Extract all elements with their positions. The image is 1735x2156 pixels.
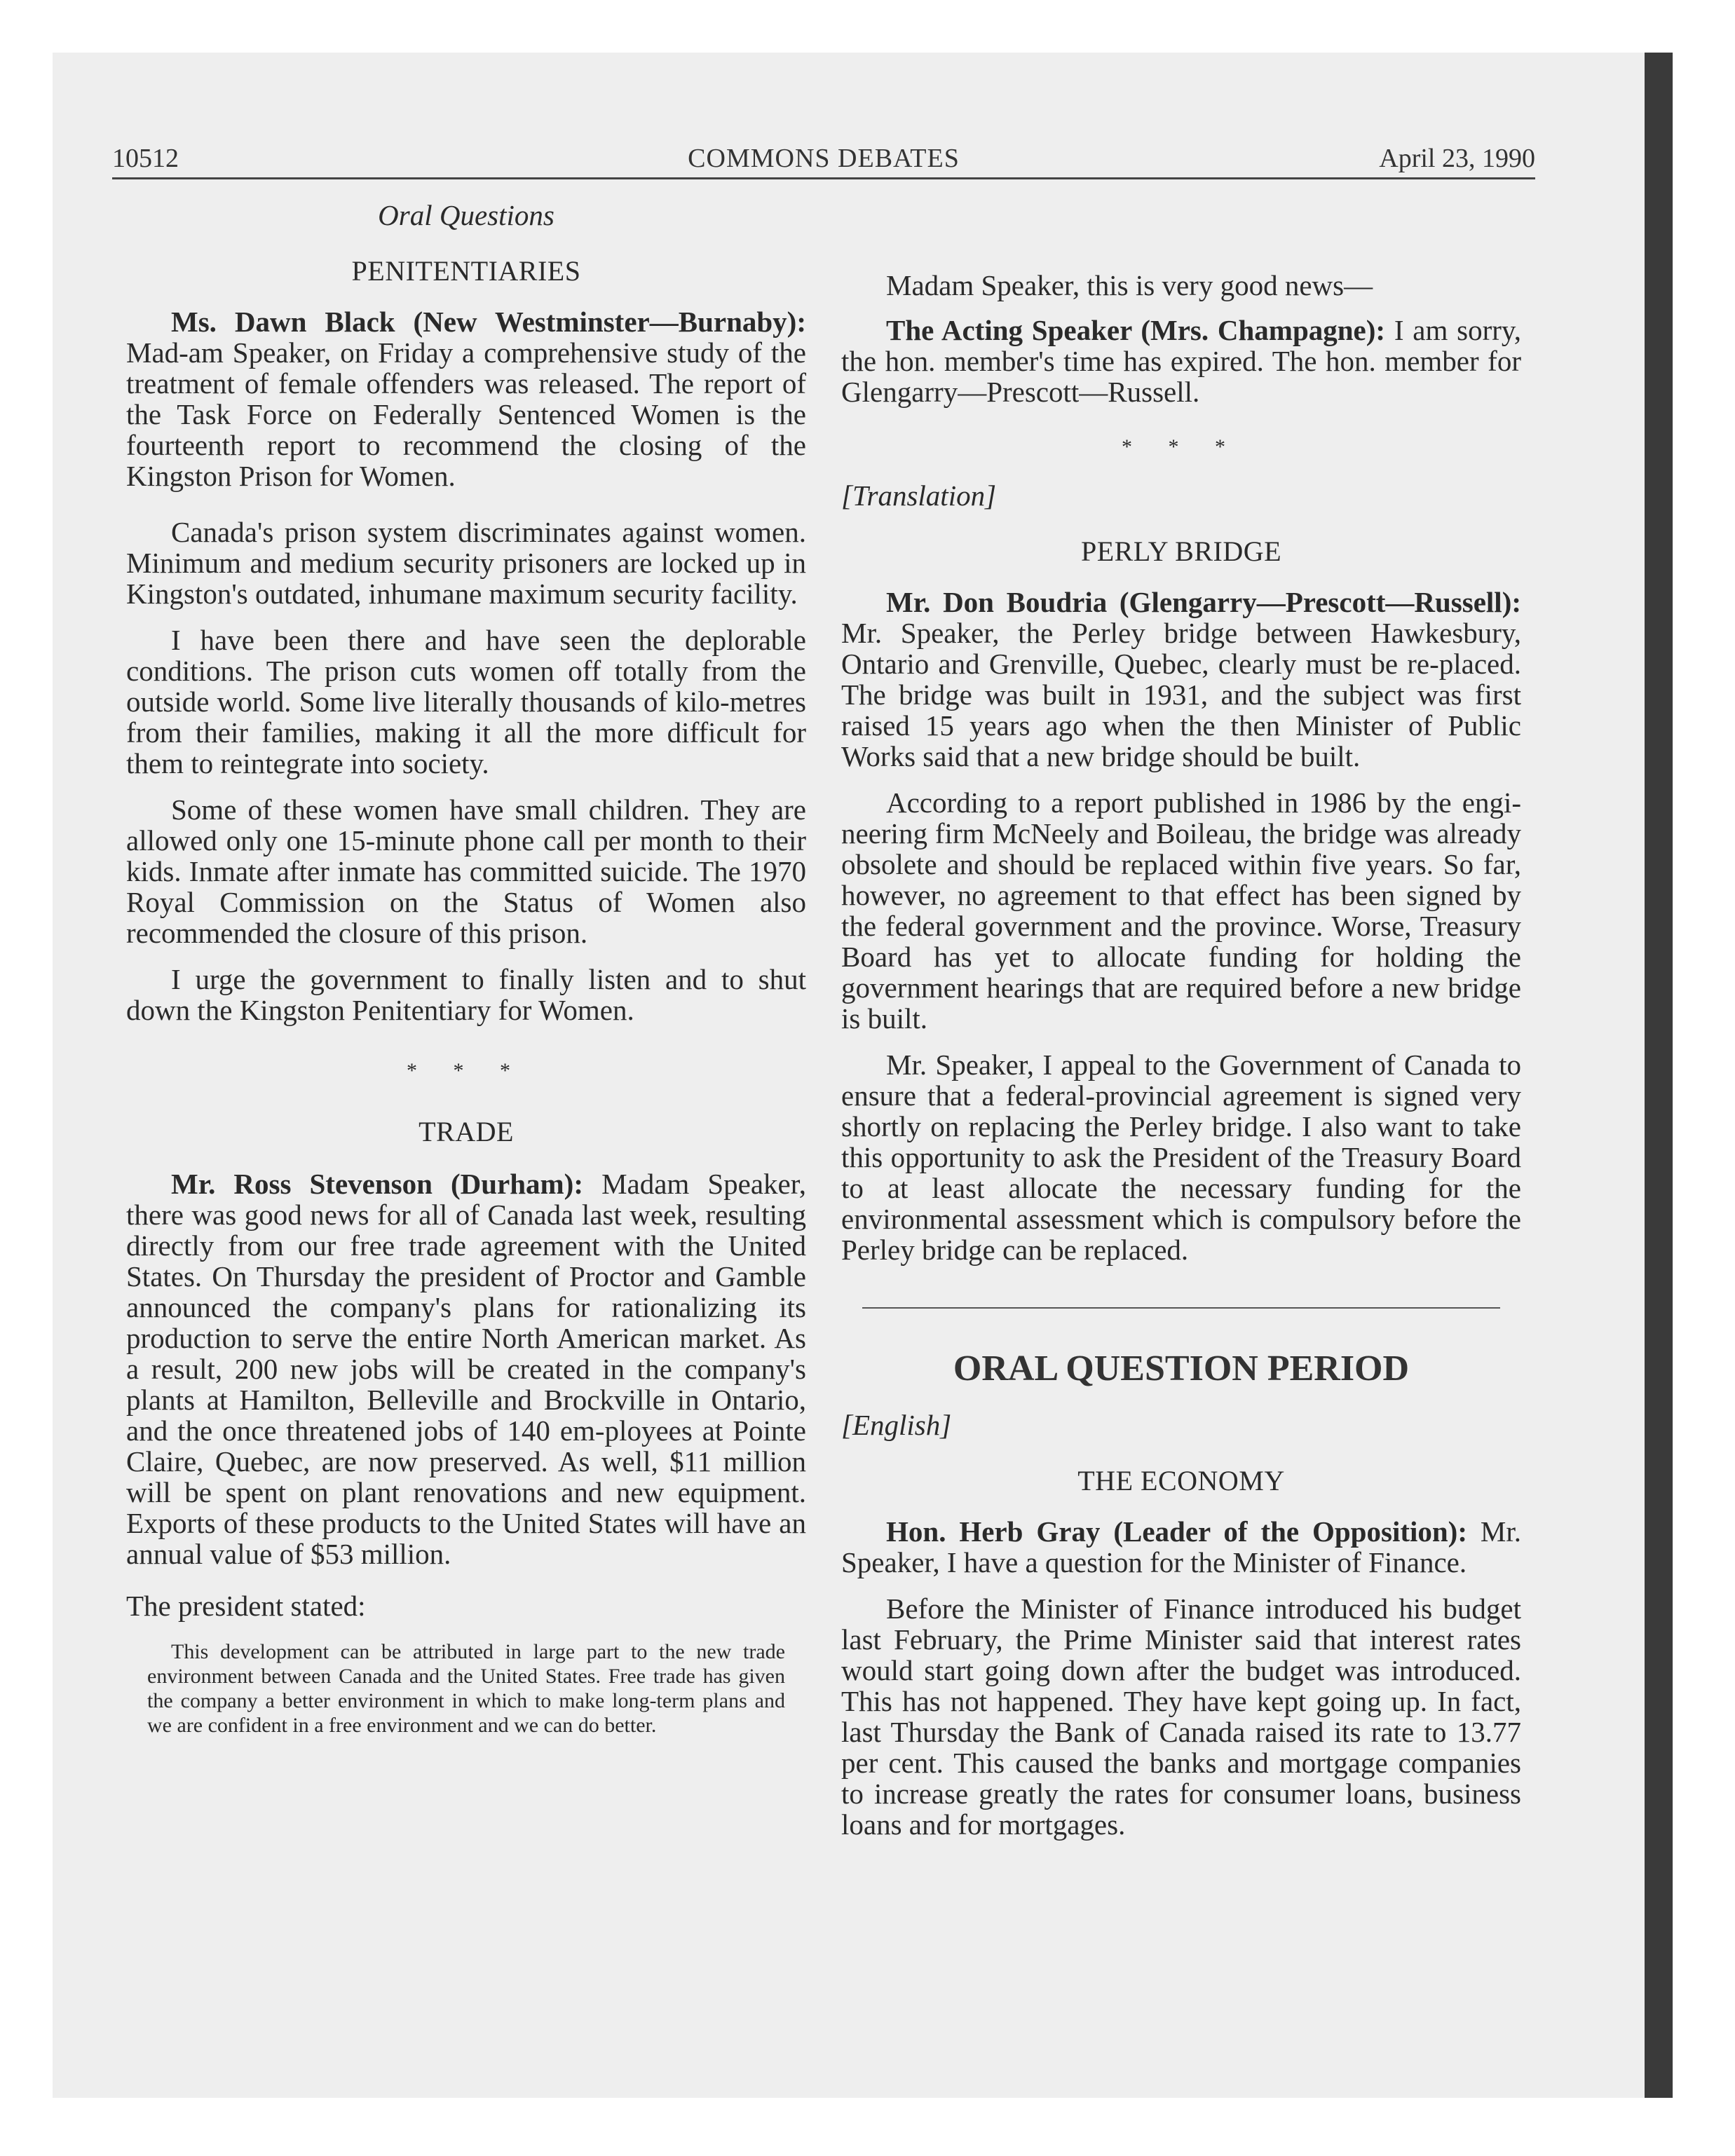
speaker-name: Hon. Herb Gray (Leader of the Opposition): — [886, 1515, 1467, 1548]
paragraph: I urge the government to finally listen and to shut down the Kingston Penitentiary for Women. — [126, 963, 806, 1026]
speech-text: Mad-am Speaker, on Friday a comprehensive study of the treatment of female offenders was released. The report of the Task Force on Federally Sentenced Women is the fourteenth report to recommend the closing of the Kingston Prison for Women. — [126, 336, 806, 492]
paragraph: Before the Minister of Finance introduced his budget last February, the Prime Minister said that interest rates would start going down after the budget was introduced. This has not happened. They have kept going up. In fact, last Thursday the Bank of Canada raised its rate to 13.77 per cent. This caused the banks and mortgage companies to increase greatly the rates for consumer loans, business loans and for mortgages. — [841, 1592, 1521, 1841]
paragraph — [126, 1590, 806, 1621]
speaker-name: Ms. Dawn Black (New Westminster—Burnaby): — [171, 306, 806, 338]
publication-date: April 23, 1990 — [1379, 144, 1535, 173]
speech-text: Mr. Speaker, the Perley bridge between Hawkesbury, Ontario and Grenville, Quebec, clearly must be re-placed. The bridge was built in 1931, and the subject was first raised 15 years ago when the then Minister of Public Works said that a new bridge should be built. — [841, 617, 1521, 772]
page-number: 10512 — [112, 144, 179, 173]
language-marker: [English] — [841, 1409, 952, 1441]
quote-intro: The president stated: — [126, 1590, 366, 1622]
paragraph: Madam Speaker, this is very good news— — [886, 269, 1373, 301]
right-column — [841, 200, 1521, 1840]
speech-dawn-black — [126, 306, 806, 491]
paragraph: Mr. Speaker, I appeal to the Government of Canada to ensure that a federal-provincial agreement is signed very shortly on replacing the Perley bridge. I also want to take this opportunity to ask the President of the Treasury Board to at least allocate the necessary funding for the environmental assessment which is compulsory before the Perley bridge can be replaced. — [841, 1049, 1521, 1266]
paragraph: According to a report published in 1986 by the engi-neering firm McNeely and Boileau, the bridge was already obsolete and should be replaced within five years. So far, however, no agreement to that effect has been signed by the federal government and the province. Worse, Treasury Board has yet to allocate funding for holding the government hearings that are required before a new bridge is built. — [841, 786, 1521, 1035]
paragraph: Canada's prison system discriminates against women. Minimum and medium security prisoners are locked up in Kingston's outdated, inhumane maximum security facility. — [126, 516, 806, 610]
speech-text: Madam Speaker, there was good news for all of Canada last week, resulting directly from our free trade agreement with the United States. On Thursday the president of Proctor and Gamble announced the company's plans for rationalizing its production to serve the entire North American market. As a result, 200 new jobs will be created in the company's plants at Hamilton, Belleville and Brockville in Ontario, and the once threatened jobs of 140 em-ployees at Pointe Claire, Quebec, are now preserved. As well, $11 million will be spent on plant renovations and new equipment. Exports of these products to the United States will have an annual value of $53 million. — [126, 1168, 807, 1570]
section-label: Oral Questions — [378, 199, 554, 231]
publication-title: COMMONS DEBATES — [688, 144, 960, 173]
speaker-name: The Acting Speaker (Mrs. Champagne): — [886, 314, 1386, 346]
section-title: ORAL QUESTION PERIOD — [953, 1349, 1410, 1389]
speech-text: Mr. Speaker, I have a question for the Minister of Finance. — [841, 1515, 1522, 1578]
paragraph: Some of these women have small children. They are allowed only one 15-minute phone call per month to their kids. Inmate after inmate has committed suicide. The 1970 Royal Commission on the Status of Women also recommended the closure of this prison. — [126, 793, 806, 949]
language-marker: [Translation] — [841, 479, 997, 512]
header-rule — [112, 177, 1535, 179]
speaker-name: Mr. Ross Stevenson (Durham): — [171, 1168, 583, 1200]
speech-don-boudria — [841, 587, 1521, 772]
block-quote: This development can be attributed in large part to the new trade environment between Canada and the United States. Free trade has given the company a better environment in which to make long-term plans and we are confident in a free environment and we can do better. — [147, 1640, 785, 1737]
speaker-name: Mr. Don Boudria (Glengarry—Prescott—Russell): — [886, 586, 1521, 618]
speech-text: I am sorry, the hon. member's time has expired. The hon. member for Glengarry—Prescott—Russell. — [841, 314, 1521, 408]
speech-ross-stevenson — [126, 1168, 806, 1569]
heading-trade: TRADE — [419, 1116, 514, 1147]
section-rule — [862, 1307, 1500, 1309]
section-separator: * * * — [1122, 435, 1241, 458]
heading-penitentiaries: PENITENTIARIES — [351, 255, 581, 287]
left-column — [126, 200, 806, 1738]
speech-acting-speaker — [841, 315, 1521, 407]
heading-the-economy: THE ECONOMY — [1077, 1465, 1285, 1496]
speech-herb-gray — [841, 1516, 1521, 1578]
heading-perly-bridge: PERLY BRIDGE — [1080, 535, 1282, 567]
page-header — [112, 133, 1535, 182]
section-separator: * * * — [407, 1059, 526, 1082]
page-edge-shadow — [1645, 53, 1673, 2098]
paragraph: I have been there and have seen the deplorable conditions. The prison cuts women off totally from the outside world. Some live literally thousands of kilo-metres from their families, making it all the more difficult for them to reintegrate into society. — [126, 624, 806, 779]
